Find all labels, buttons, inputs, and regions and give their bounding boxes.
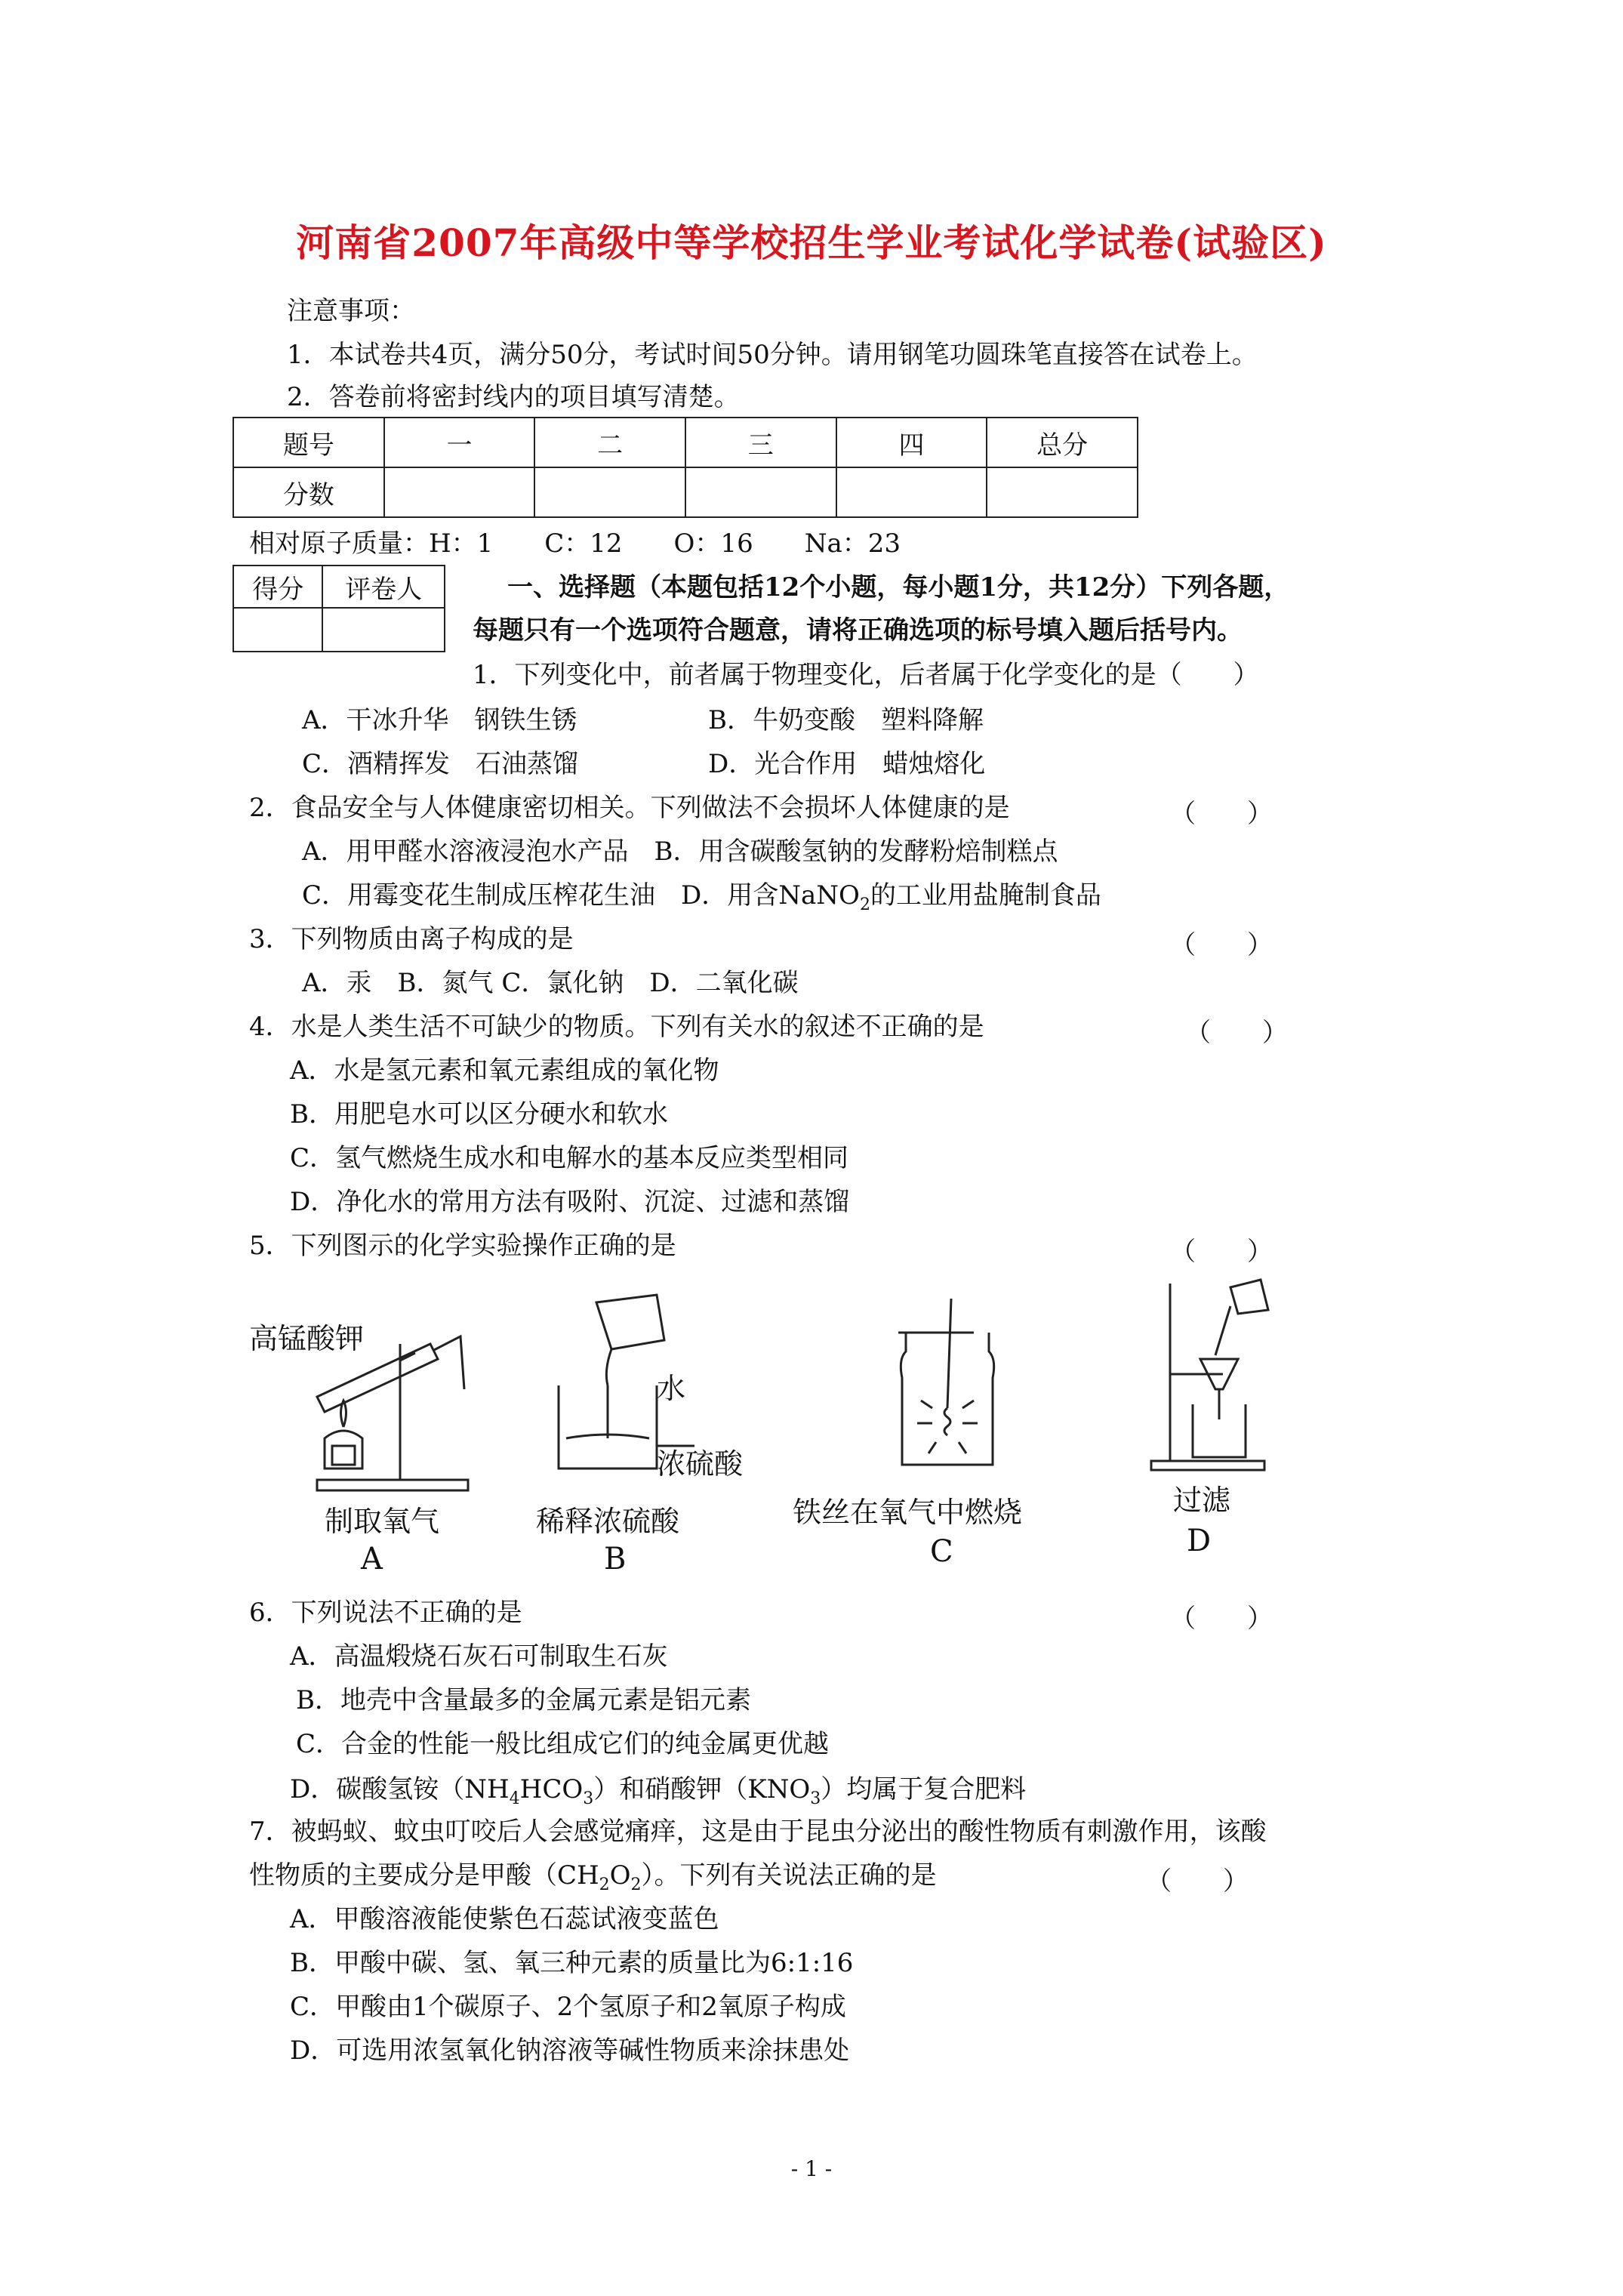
grader-box-score-cell[interactable] — [233, 608, 322, 652]
figure-b-caption: 稀释浓硫酸 — [536, 1505, 680, 1538]
nh4-subscript: 4 — [509, 1789, 520, 1808]
grader-box — [233, 565, 445, 652]
score-table-header-cell: 一 — [384, 418, 535, 467]
score-table-empty-cell[interactable] — [384, 467, 535, 517]
figure-a-letter: A — [361, 1542, 383, 1576]
q6-option-d — [290, 1774, 1026, 1814]
q2-answer-paren[interactable]: （ ） — [1170, 799, 1273, 829]
grader-box-grader-label: 评卷人 — [322, 566, 445, 608]
q6-option-d-tail: ）均属于复合肥料 — [821, 1774, 1027, 1804]
q6-option-a: A．高温煅烧石灰石可制取生石灰 — [290, 1641, 668, 1672]
kno3-subscript: 3 — [810, 1789, 821, 1808]
atomic-mass-line: 相对原子质量：H：1 C：12 O：16 Na：23 — [249, 529, 901, 559]
o2-subscript: 2 — [630, 1875, 642, 1894]
q4-option-d: D．净化水的常用方法有吸附、沉淀、过滤和蒸馏 — [290, 1187, 850, 1217]
q3-options: A．汞 B．氮气 C．氯化钠 D．二氧化碳 — [302, 968, 799, 998]
score-table-empty-cell[interactable] — [534, 467, 685, 517]
figure-c-apparatus — [891, 1295, 1004, 1484]
q1-stem: 1．下列变化中，前者属于物理变化，后者属于化学变化的是（ ） — [473, 660, 1259, 690]
q7-option-a: A．甲酸溶液能使紫色石蕊试液变蓝色 — [290, 1904, 719, 1934]
score-table — [233, 417, 1138, 518]
q1-option-a: A．干冰升华 钢铁生锈 — [302, 705, 577, 735]
q2-stem: 2．食品安全与人体健康密切相关。下列做法不会损坏人体健康的是 — [249, 793, 1010, 823]
figure-b-letter: B — [604, 1542, 627, 1576]
q2-options-cd — [302, 880, 1101, 920]
notice-item-1: 1．本试卷共4页，满分50分，考试时间50分钟。请用钢笔功圆珠笔直接答在试卷上。 — [287, 340, 1258, 370]
figure-d-apparatus — [1147, 1276, 1276, 1480]
figure-c-letter: C — [930, 1534, 953, 1569]
q6-option-b: B．地壳中含量最多的金属元素是铝元素 — [296, 1685, 751, 1715]
q6-answer-paren[interactable]: （ ） — [1170, 1604, 1273, 1634]
nano2-subscript: 2 — [859, 895, 870, 914]
q3-stem: 3．下列物质由离子构成的是 — [249, 924, 574, 954]
q7-option-d: D．可选用浓氢氧化钠溶液等碱性物质来涂抹患处 — [290, 2036, 850, 2066]
nano2-formula: NaNO — [778, 880, 860, 911]
page-number: - 1 - — [790, 2156, 833, 2181]
figure-a-caption: 制取氧气 — [325, 1505, 440, 1538]
score-table-header-cell: 二 — [534, 418, 685, 467]
score-table-header-cell: 四 — [836, 418, 987, 467]
score-table-header-cell: 三 — [685, 418, 836, 467]
q6-option-c: C．合金的性能一般比组成它们的纯金属更优越 — [296, 1729, 830, 1759]
ch2-subscript: 2 — [599, 1875, 610, 1894]
o-text: O — [609, 1860, 631, 1891]
q2-option-c-text: C．用霉变花生制成压榨花生油 D．用含 — [302, 880, 779, 911]
q7-answer-paren[interactable]: （ ） — [1146, 1866, 1249, 1897]
q5-stem: 5．下列图示的化学实验操作正确的是 — [249, 1231, 676, 1261]
figure-c-caption: 铁丝在氧气中燃烧 — [793, 1496, 1023, 1529]
figure-d-caption: 过滤 — [1173, 1484, 1231, 1517]
q7-stem-line2 — [249, 1860, 937, 1900]
score-table-header-cell: 题号 — [233, 418, 384, 467]
kno-text: ）和硝酸钾（KNO — [593, 1774, 811, 1804]
q7-stem-line1: 7．被蚂蚁、蚊虫叮咬后人会感觉痛痒，这是由于昆虫分泌出的酸性物质有刺激作用，该酸 — [249, 1817, 1267, 1847]
hco3-subscript: 3 — [583, 1789, 594, 1808]
q7-stem2-tail: ）。下列有关说法正确的是 — [641, 1860, 937, 1891]
hco-text: HCO — [519, 1774, 584, 1804]
score-table-empty-cell[interactable] — [685, 467, 836, 517]
figure-b-acid-label: 浓硫酸 — [657, 1447, 744, 1481]
q7-option-b: B．甲酸中碳、氢、氧三种元素的质量比为6:1:16 — [290, 1948, 854, 1978]
notice-heading: 注意事项： — [287, 296, 415, 326]
q4-option-b: B．用肥皂水可以区分硬水和软水 — [290, 1099, 668, 1130]
score-table-header-cell: 总分 — [987, 418, 1138, 467]
grader-box-grader-cell[interactable] — [322, 608, 445, 652]
exam-title: 河南省2007年高级中等学校招生学业考试化学试卷(试验区) — [296, 220, 1327, 265]
q6-option-d-pre: D．碳酸氢铵（NH — [290, 1774, 510, 1804]
q2-option-d-tail: 的工业用盐腌制食品 — [870, 880, 1101, 911]
q4-stem: 4．水是人类生活不可缺少的物质。下列有关水的叙述不正确的是 — [249, 1012, 984, 1042]
section1-line2: 每题只有一个选项符合题意，请将正确选项的标号填入题后括号内。 — [473, 615, 1243, 646]
grader-box-score-label: 得分 — [233, 566, 322, 608]
figure-a-apparatus — [302, 1299, 476, 1510]
notice-item-2: 2．答卷前将密封线内的项目填写清楚。 — [287, 382, 740, 412]
score-table-empty-cell[interactable] — [987, 467, 1138, 517]
q3-answer-paren[interactable]: （ ） — [1170, 930, 1273, 960]
score-table-label-cell: 分数 — [233, 467, 384, 517]
q1-option-d: D．光合作用 蜡烛熔化 — [708, 749, 986, 779]
q4-option-a: A．水是氢元素和氧元素组成的氧化物 — [290, 1056, 719, 1086]
score-table-empty-cell[interactable] — [836, 467, 987, 517]
figure-b-water-label: 水 — [657, 1372, 686, 1405]
q1-option-c: C．酒精挥发 石油蒸馏 — [302, 749, 579, 779]
q4-option-c: C．氢气燃烧生成水和电解水的基本反应类型相同 — [290, 1143, 849, 1173]
q5-answer-paren[interactable]: （ ） — [1170, 1237, 1273, 1267]
figure-a-reagent-label: 高锰酸钾 — [249, 1322, 365, 1355]
q1-option-b: B．牛奶变酸 塑料降解 — [708, 705, 984, 735]
figure-d-letter: D — [1187, 1524, 1212, 1558]
q7-stem2-pre: 性物质的主要成分是甲酸（CH — [249, 1860, 599, 1891]
q4-answer-paren[interactable]: （ ） — [1185, 1018, 1288, 1048]
q6-stem: 6．下列说法不正确的是 — [249, 1598, 522, 1628]
q2-options-ab: A．用甲醛水溶液浸泡水产品 B．用含碳酸氢钠的发酵粉焙制糕点 — [302, 837, 1058, 867]
section1-line1: 一、选择题（本题包括12个小题，每小题1分，共12分）下列各题， — [507, 572, 1290, 603]
q7-option-c: C．甲酸由1个碳原子、2个氢原子和2氧原子构成 — [290, 1992, 846, 2022]
